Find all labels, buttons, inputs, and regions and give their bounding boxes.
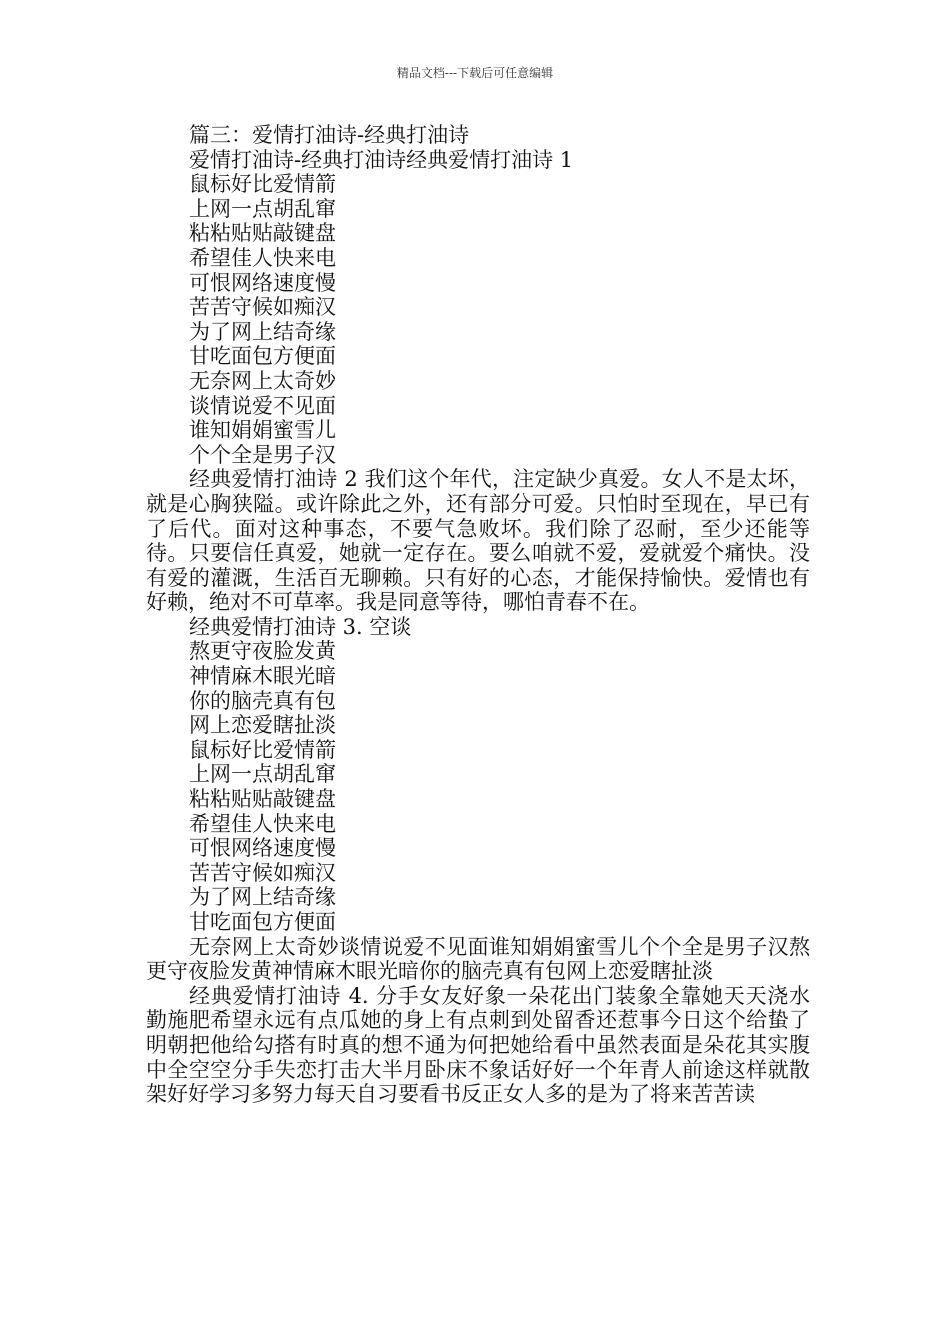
poem-line: 鼠标好比爱情箭 <box>189 737 336 762</box>
poem-line: 苦苦守候如痴汉 <box>189 295 336 320</box>
poem-line: 可恨网络速度慢 <box>189 836 336 861</box>
poem-line: 甘吃面包方便面 <box>189 910 336 934</box>
poem-line: 希望佳人快来电 <box>189 245 336 270</box>
poem-line: 甘吃面包方便面 <box>189 344 336 369</box>
poem-line: 个个全是男子汉 <box>189 442 336 467</box>
poem-line: 网上恋爱瞎扯淡 <box>189 713 336 738</box>
poem-line: 苦苦守候如痴汉 <box>189 860 336 885</box>
page-header: 精品文档---下载后可任意编辑 <box>396 66 554 80</box>
document-subtitle: 爱情打油诗-经典打油诗经典爱情打油诗 1 <box>189 147 574 172</box>
poem-3-heading: 经典爱情打油诗 3. 空谈 <box>189 614 412 639</box>
poem-line: 粘粘贴贴敲键盘 <box>189 787 336 812</box>
poem-line: 为了网上结奇缘 <box>189 319 336 344</box>
poem-line: 上网一点胡乱窜 <box>189 762 336 787</box>
poem-line: 谁知娟娟蜜雪儿 <box>189 418 336 443</box>
poem-line: 可恨网络速度慢 <box>189 270 336 295</box>
poem-line: 为了网上结奇缘 <box>189 885 336 910</box>
poem-4-paragraph: 经典爱情打油诗 4. 分手女友好象一朵花出门装象全靠她天天浇水勤施肥希望永远有点瓜她的身上有点刺到处留香还惹事今日这个给蛰了明朝把他给勾搭有时真的想不通为何把她给看中虽然表面是朵花其实腹中全空空分手失恋打击大半月卧床不象话好好一个年青人前途这样就散架好好学习多努力每天自习要看书反正女人多的是为了将来苦苦读 <box>146 983 810 1107</box>
document-body <box>146 123 810 1107</box>
poem-line: 你的脑壳真有包 <box>189 688 336 713</box>
poem-1 <box>146 172 810 467</box>
poem-line: 希望佳人快来电 <box>189 811 336 836</box>
poem-line: 粘粘贴贴敲键盘 <box>189 221 336 246</box>
poem-3-continuation-paragraph: 无奈网上太奇妙谈情说爱不见面谁知娟娟蜜雪儿个个全是男子汉熬更守夜脸发黄神情麻木眼光暗你的脑壳真有包网上恋爱瞎扯淡 <box>146 934 810 984</box>
poem-line: 鼠标好比爱情箭 <box>189 172 336 197</box>
poem-2-paragraph: 经典爱情打油诗 2 我们这个年代，注定缺少真爱。女人不是太坏，就是心胸狭隘。或许除此之外，还有部分可爱。只怕时至现在，早已有了后代。面对这种事态，不要气急败坏。我们除了忍耐，至少还能等待。只要信任真爱，她就一定存在。要么咱就不爱，爱就爱个痛快。没有爱的灌溉，生活百无聊赖。只有好的心态，才能保持愉快。爱情也有好赖，绝对不可草率。我是同意等待，哪怕青春不在。 <box>146 467 810 615</box>
poem-line: 熬更守夜脸发黄 <box>189 639 336 664</box>
document-title: 篇三：爱情打油诗-经典打油诗 <box>189 123 470 147</box>
poem-line: 无奈网上太奇妙 <box>189 368 336 393</box>
poem-line: 神情麻木眼光暗 <box>189 664 336 689</box>
poem-3 <box>146 639 810 934</box>
poem-line: 上网一点胡乱窜 <box>189 196 336 221</box>
poem-line: 谈情说爱不见面 <box>189 393 336 418</box>
